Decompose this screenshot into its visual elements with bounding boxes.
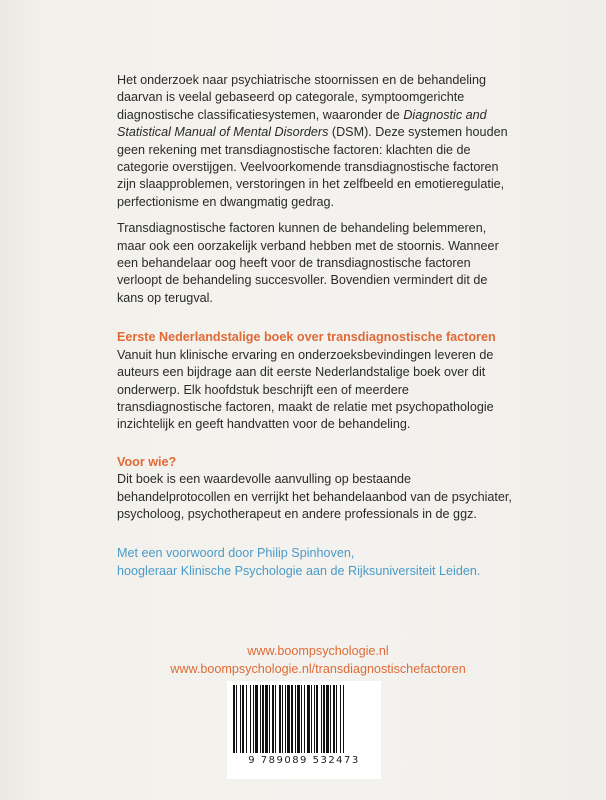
isbn-number: 9 789089 532473 [248, 755, 360, 766]
barcode-bars [231, 685, 377, 753]
dsm-title: Diagnostic and Statistical Manual of Mental Disorders [117, 107, 487, 140]
foreword-note [117, 545, 517, 580]
blurb-text [117, 72, 517, 580]
section-text-audience: Dit boek is een waardevolle aanvulling op bestaande behandelprotocollen en verrijkt het behandelaanbod van de psychiater, psycholoog, psychotherapeut en andere professionals in de ggz. [117, 472, 512, 521]
foreword-line-2: hoogleraar Klinische Psychologie aan de Rijksuniversiteit Leiden. [117, 563, 481, 578]
section-heading-first-book: Eerste Nederlandstalige boek over transdiagnostische factoren [117, 330, 496, 345]
intro-paragraph-1 [117, 72, 517, 211]
section-heading-audience: Voor wie? [117, 454, 177, 469]
intro-text-end: (DSM). Deze systemen houden geen rekening met transdiagnostische factoren: klachten die de categorie overstijgen. Veelvoorkomende transdiagnostische factoren zijn slaapproblemen, verstoringen in het zelfbeeld en emotieregulatie, perfectionisme en dwangmatig gedrag. [117, 125, 508, 209]
publisher-url[interactable]: www.boompsychologie.nl [247, 644, 389, 658]
intro-text-start: Het onderzoek naar psychiatrische stoornissen en de behandeling daarvan is veelal gebaseerd op categorale, symptoomgerichte diagnostische classificatiesystemen, waaronder de [117, 73, 486, 122]
intro-paragraph-2: Transdiagnostische factoren kunnen de behandeling belemmeren, maar ook een oorzakelijk verband hebben met de stoornis. Wanneer een behandelaar oog heeft voor de transdiagnostische factoren verloopt de behandeling succesvoller. Bovendien vermindert dit de kans op terugval. [117, 221, 499, 305]
book-url[interactable]: www.boompsychologie.nl/transdiagnostischefactoren [170, 662, 466, 676]
isbn-barcode [227, 681, 381, 779]
publisher-urls [148, 642, 488, 678]
foreword-line-1: Met een voorwoord door Philip Spinhoven, [117, 546, 355, 561]
section-text-first-book: Vanuit hun klinische ervaring en onderzoeksbevindingen leveren de auteurs een bijdrage aan dit eerste Nederlandstalige boek over dit onderwerp. Elk hoofdstuk beschrijft een of meerdere transdiagnostische factoren, maakt de relatie met psychopathologie inzichtelijk en geeft handvatten voor de behandeling. [117, 347, 494, 432]
